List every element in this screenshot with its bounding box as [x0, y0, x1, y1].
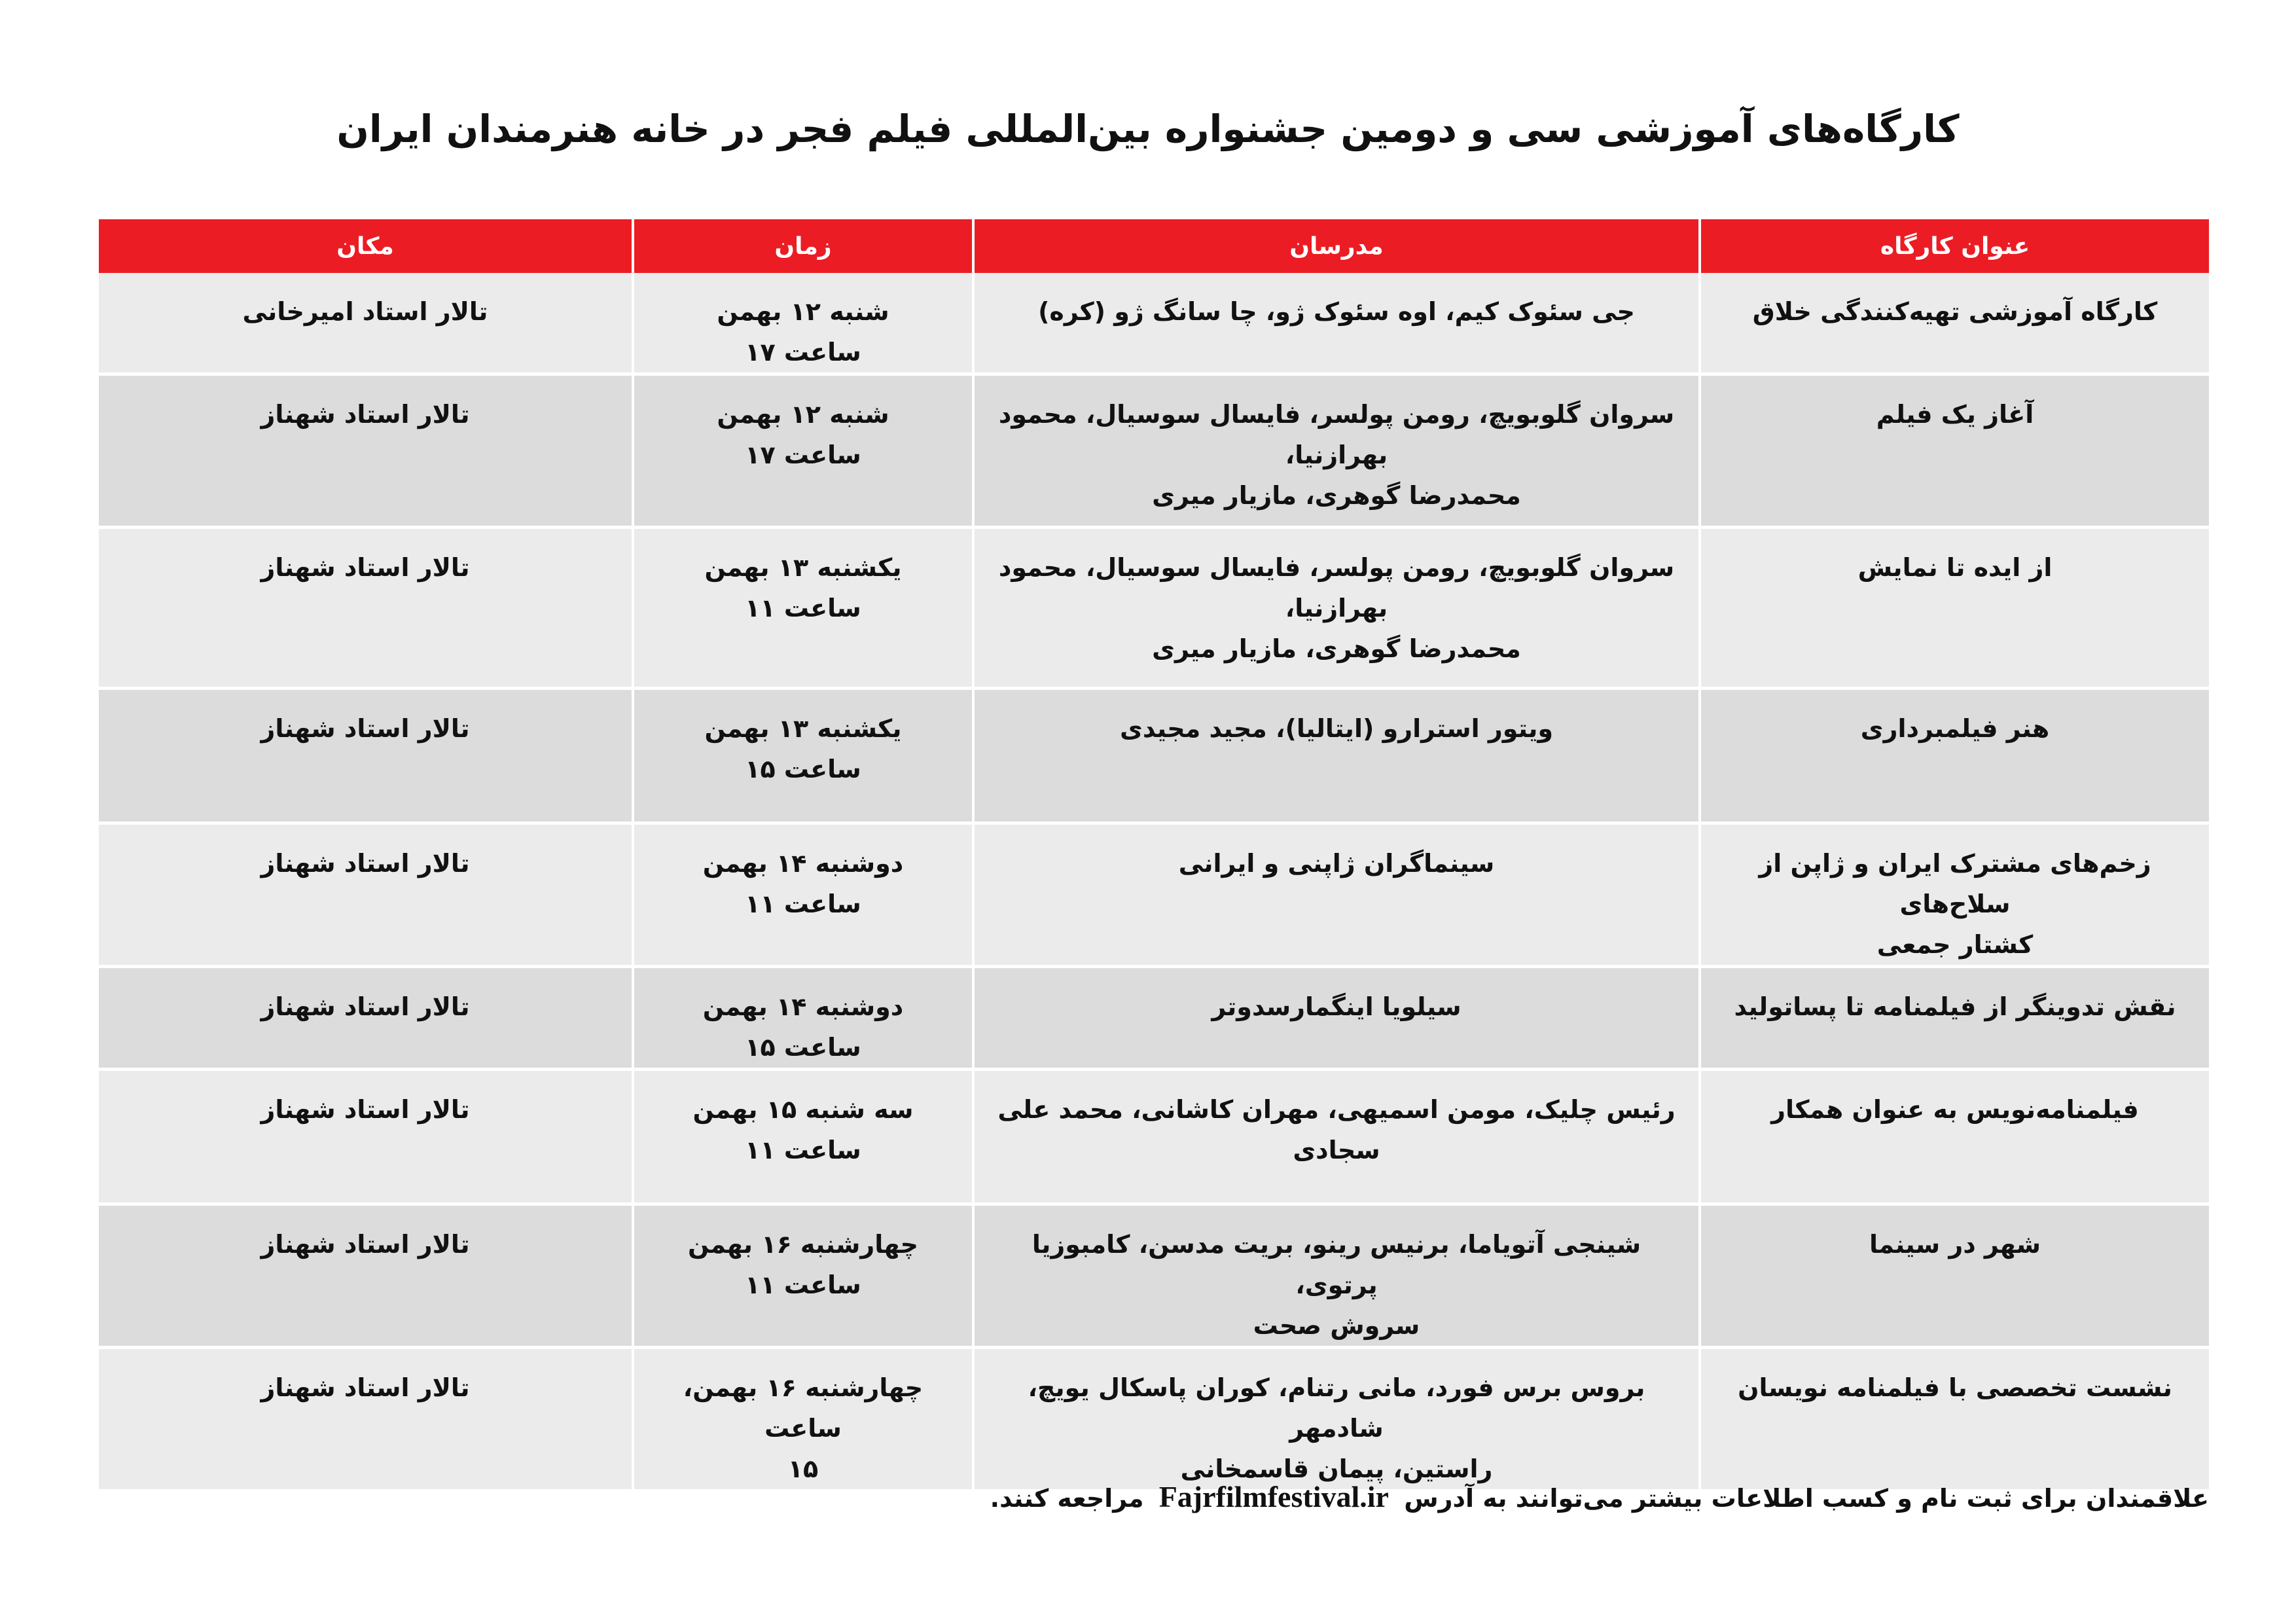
venue-cell [98, 1204, 633, 1348]
venue-cell [98, 689, 633, 823]
festival-website-link[interactable]: Fajrfilmfestival.ir [1158, 1480, 1389, 1513]
instructors-line: سیلویا اینگمارسدوتر [1211, 992, 1462, 1021]
table-row [98, 967, 2210, 1070]
header-instructors: مدرسان [973, 219, 1700, 273]
time-line: ساعت ۱۷ [745, 338, 861, 367]
workshop-title-line: کارگاه آموزشی تهیه‌کنندگی خلاق [1752, 297, 2158, 326]
instructors-line: راستین، پیمان قاسمخانی [1180, 1454, 1493, 1483]
time-cell [633, 528, 973, 689]
time-line: یکشنبه ۱۳ بهمن [704, 553, 902, 582]
venue-line: تالار استاد امیرخانی [242, 297, 488, 326]
time-line: یکشنبه ۱۳ بهمن [704, 714, 902, 743]
time-line: چهارشنبه ۱۶ بهمن [688, 1230, 918, 1259]
footer-text-after: مراجعه کنند. [990, 1484, 1144, 1513]
workshop-title-cell [1700, 1348, 2210, 1491]
table-row [98, 823, 2210, 967]
footer-text-before: علاقمندان برای ثبت نام و کسب اطلاعات بیشتر می‌توانند به آدرس [1404, 1484, 2209, 1513]
instructors-line: سروان گلوبویچ، رومن پولسر، فایسال سوسیال، محمود بهرازنیا، [998, 553, 1675, 623]
venue-line: تالار استاد شهناز [260, 553, 470, 582]
instructors-cell [973, 689, 1700, 823]
instructors-cell [973, 273, 1700, 374]
time-cell [633, 1204, 973, 1348]
venue-line: تالار استاد شهناز [260, 1095, 470, 1124]
instructors-line: سروان گلوبویچ، رومن پولسر، فایسال سوسیال، محمود بهرازنیا، [998, 400, 1675, 469]
workshop-title-line: نشست تخصصی با فیلمنامه نویسان [1738, 1373, 2172, 1402]
workshop-title-line: فیلمنامه‌نویس به عنوان همکار [1771, 1095, 2139, 1124]
instructors-cell [973, 967, 1700, 1070]
instructors-cell [973, 823, 1700, 967]
venue-cell [98, 273, 633, 374]
workshop-title-cell [1700, 823, 2210, 967]
venue-line: تالار استاد شهناز [260, 714, 470, 743]
instructors-line: سینماگران ژاپنی و ایرانی [1178, 849, 1495, 878]
instructors-cell [973, 374, 1700, 528]
workshop-title-line: کشتار جمعی [1876, 930, 2034, 959]
workshops-table [96, 219, 2212, 1492]
workshop-title-line: از ایده تا نمایش [1857, 553, 2053, 582]
venue-line: تالار استاد شهناز [260, 1230, 470, 1259]
time-line: شنبه ۱۲ بهمن [717, 400, 889, 429]
workshop-title-cell [1700, 273, 2210, 374]
instructors-line: سروش صحت [1253, 1311, 1420, 1340]
venue-line: تالار استاد شهناز [260, 1373, 470, 1402]
time-line: شنبه ۱۲ بهمن [717, 297, 889, 326]
time-cell [633, 1070, 973, 1204]
venue-cell [98, 374, 633, 528]
venue-cell [98, 823, 633, 967]
time-cell [633, 967, 973, 1070]
table-row [98, 374, 2210, 528]
time-line: ۱۵ [787, 1454, 819, 1483]
workshop-title-cell [1700, 528, 2210, 689]
venue-cell [98, 528, 633, 689]
header-time: زمان [633, 219, 973, 273]
instructors-line: شینجی آتویاما، برنیس رینو، بریت مدسن، کامبوزیا پرتوی، [1031, 1230, 1641, 1299]
time-cell [633, 273, 973, 374]
table-row [98, 1070, 2210, 1204]
time-cell [633, 689, 973, 823]
instructors-line: بروس برس فورد، مانی رتنام، کوران پاسکال یویچ، شادمهر [1028, 1373, 1645, 1443]
workshop-title-line: زخم‌های مشترک ایران و ژاپن از سلاح‌های [1759, 849, 2151, 918]
time-line: سه شنبه ۱۵ بهمن [692, 1095, 914, 1124]
workshop-title-cell [1700, 967, 2210, 1070]
time-cell [633, 823, 973, 967]
time-line: ساعت ۱۵ [745, 1033, 861, 1062]
table-row [98, 273, 2210, 374]
venue-line: تالار استاد شهناز [260, 992, 470, 1021]
instructors-line: رئیس چلیک، مومن اسمیهی، مهران کاشانی، محمد علی سجادی [997, 1095, 1676, 1164]
time-line: ساعت ۱۱ [745, 1136, 861, 1164]
instructors-cell [973, 1348, 1700, 1491]
venue-cell [98, 1348, 633, 1491]
venue-cell [98, 967, 633, 1070]
time-line: ساعت ۱۱ [745, 1271, 861, 1299]
time-line: ساعت ۱۱ [745, 890, 861, 918]
instructors-cell [973, 528, 1700, 689]
time-line: دوشنبه ۱۴ بهمن [702, 849, 904, 878]
table-row [98, 1348, 2210, 1491]
workshop-title-cell [1700, 374, 2210, 528]
workshop-title-cell [1700, 1204, 2210, 1348]
venue-line: تالار استاد شهناز [260, 400, 470, 429]
workshop-title-line: آغاز یک فیلم [1876, 400, 2034, 429]
time-cell [633, 374, 973, 528]
time-line: ساعت ۱۵ [745, 755, 861, 784]
header-venue: مکان [98, 219, 633, 273]
time-line: دوشنبه ۱۴ بهمن [702, 992, 904, 1021]
workshop-title-line: نقش تدوینگر از فیلمنامه تا پساتولید [1734, 992, 2176, 1021]
time-line: ساعت ۱۷ [745, 441, 861, 469]
footer-note [990, 1479, 2209, 1514]
instructors-line: محمدرضا گوهری، مازیار میری [1152, 634, 1521, 663]
time-line: چهارشنبه ۱۶ بهمن، ساعت [683, 1373, 924, 1443]
instructors-cell [973, 1204, 1700, 1348]
time-line: ساعت ۱۱ [745, 594, 861, 623]
workshop-title-cell [1700, 1070, 2210, 1204]
instructors-cell [973, 1070, 1700, 1204]
venue-cell [98, 1070, 633, 1204]
workshop-title-cell [1700, 689, 2210, 823]
venue-line: تالار استاد شهناز [260, 849, 470, 878]
table-row [98, 528, 2210, 689]
workshop-title-line: هنر فیلمبرداری [1860, 714, 2050, 743]
workshop-title-line: شهر در سینما [1869, 1230, 2041, 1259]
table-row [98, 689, 2210, 823]
page-title: کارگاه‌های آموزشی سی و دومین جشنواره بین‌المللی فیلم فجر در خانه هنرمندان ایران [336, 107, 1960, 151]
time-cell [633, 1348, 973, 1491]
table-header-row [98, 219, 2210, 273]
instructors-line: ویتور استرارو (ایتالیا)، مجید مجیدی [1120, 714, 1553, 743]
header-workshop-title: عنوان کارگاه [1700, 219, 2210, 273]
instructors-line: جی سئوک کیم، اوه سئوک ژو، چا سانگ ژو (کره) [1038, 297, 1635, 326]
instructors-line: محمدرضا گوهری، مازیار میری [1152, 481, 1521, 510]
table-row [98, 1204, 2210, 1348]
